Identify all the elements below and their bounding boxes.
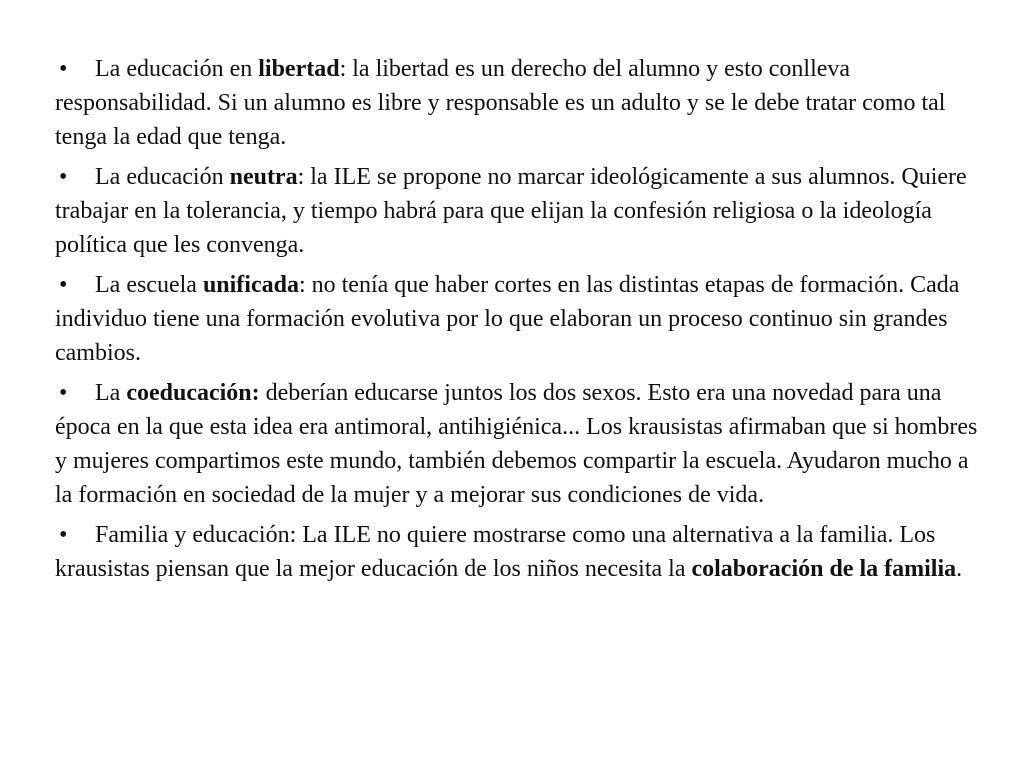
item-text-bold: coeducación: — [126, 380, 260, 406]
bullet-icon: • — [59, 380, 68, 406]
item-text-after: : la ILE se propone no marcar ideológicamente a sus alumnos. Quiere trabajar en la tolerancia, y tiempo habrá para que elijan la confesión religiosa o la ideología política que les convenga. — [55, 164, 967, 258]
item-text-after: . — [956, 556, 963, 582]
item-text-bold: colaboración de la familia — [691, 556, 957, 582]
item-text-before: La educación en — [95, 56, 259, 82]
bullet-item-unificada — [55, 268, 990, 370]
bullet-icon: • — [59, 272, 68, 298]
item-text-bold: neutra — [229, 164, 298, 190]
bullet-item-coeducacion — [55, 376, 990, 512]
bullet-icon: • — [59, 522, 68, 548]
bullet-item-neutra — [55, 160, 990, 262]
item-text-after: : no tenía que haber cortes en las distintas etapas de formación. Cada individuo tiene una formación evolutiva por lo que elaboran un proceso continuo sin grandes cambios. — [55, 272, 960, 366]
item-text-before: La — [95, 380, 127, 406]
bullet-item-familia — [55, 518, 990, 586]
bullet-list — [55, 52, 990, 592]
item-text-before: Familia y educación: La ILE no quiere mostrarse como una alternativa a la familia. Los krausistas piensan que la mejor educación de los niños necesita la — [55, 522, 936, 582]
item-text-before: La educación — [95, 164, 230, 190]
item-text-after: deberían educarse juntos los dos sexos. Esto era una novedad para una época en la que esta idea era antimoral, antihigiénica... Los krausistas afirmaban que si hombres y mujeres compartimos este mundo, también debemos compartir la escuela. Ayudaron mucho a la formación en sociedad de la mujer y a mejorar sus condiciones de vida. — [55, 380, 978, 508]
item-text-bold: libertad — [258, 56, 340, 82]
item-text-after: : la libertad es un derecho del alumno y esto conlleva responsabilidad. Si un alumno es libre y responsable es un adulto y se le debe tratar como tal tenga la edad que tenga. — [55, 56, 946, 150]
bullet-item-libertad — [55, 52, 990, 154]
bullet-icon: • — [59, 164, 68, 190]
bullet-icon: • — [59, 56, 68, 82]
item-text-bold: unificada — [202, 272, 299, 298]
item-text-before: La escuela — [95, 272, 203, 298]
